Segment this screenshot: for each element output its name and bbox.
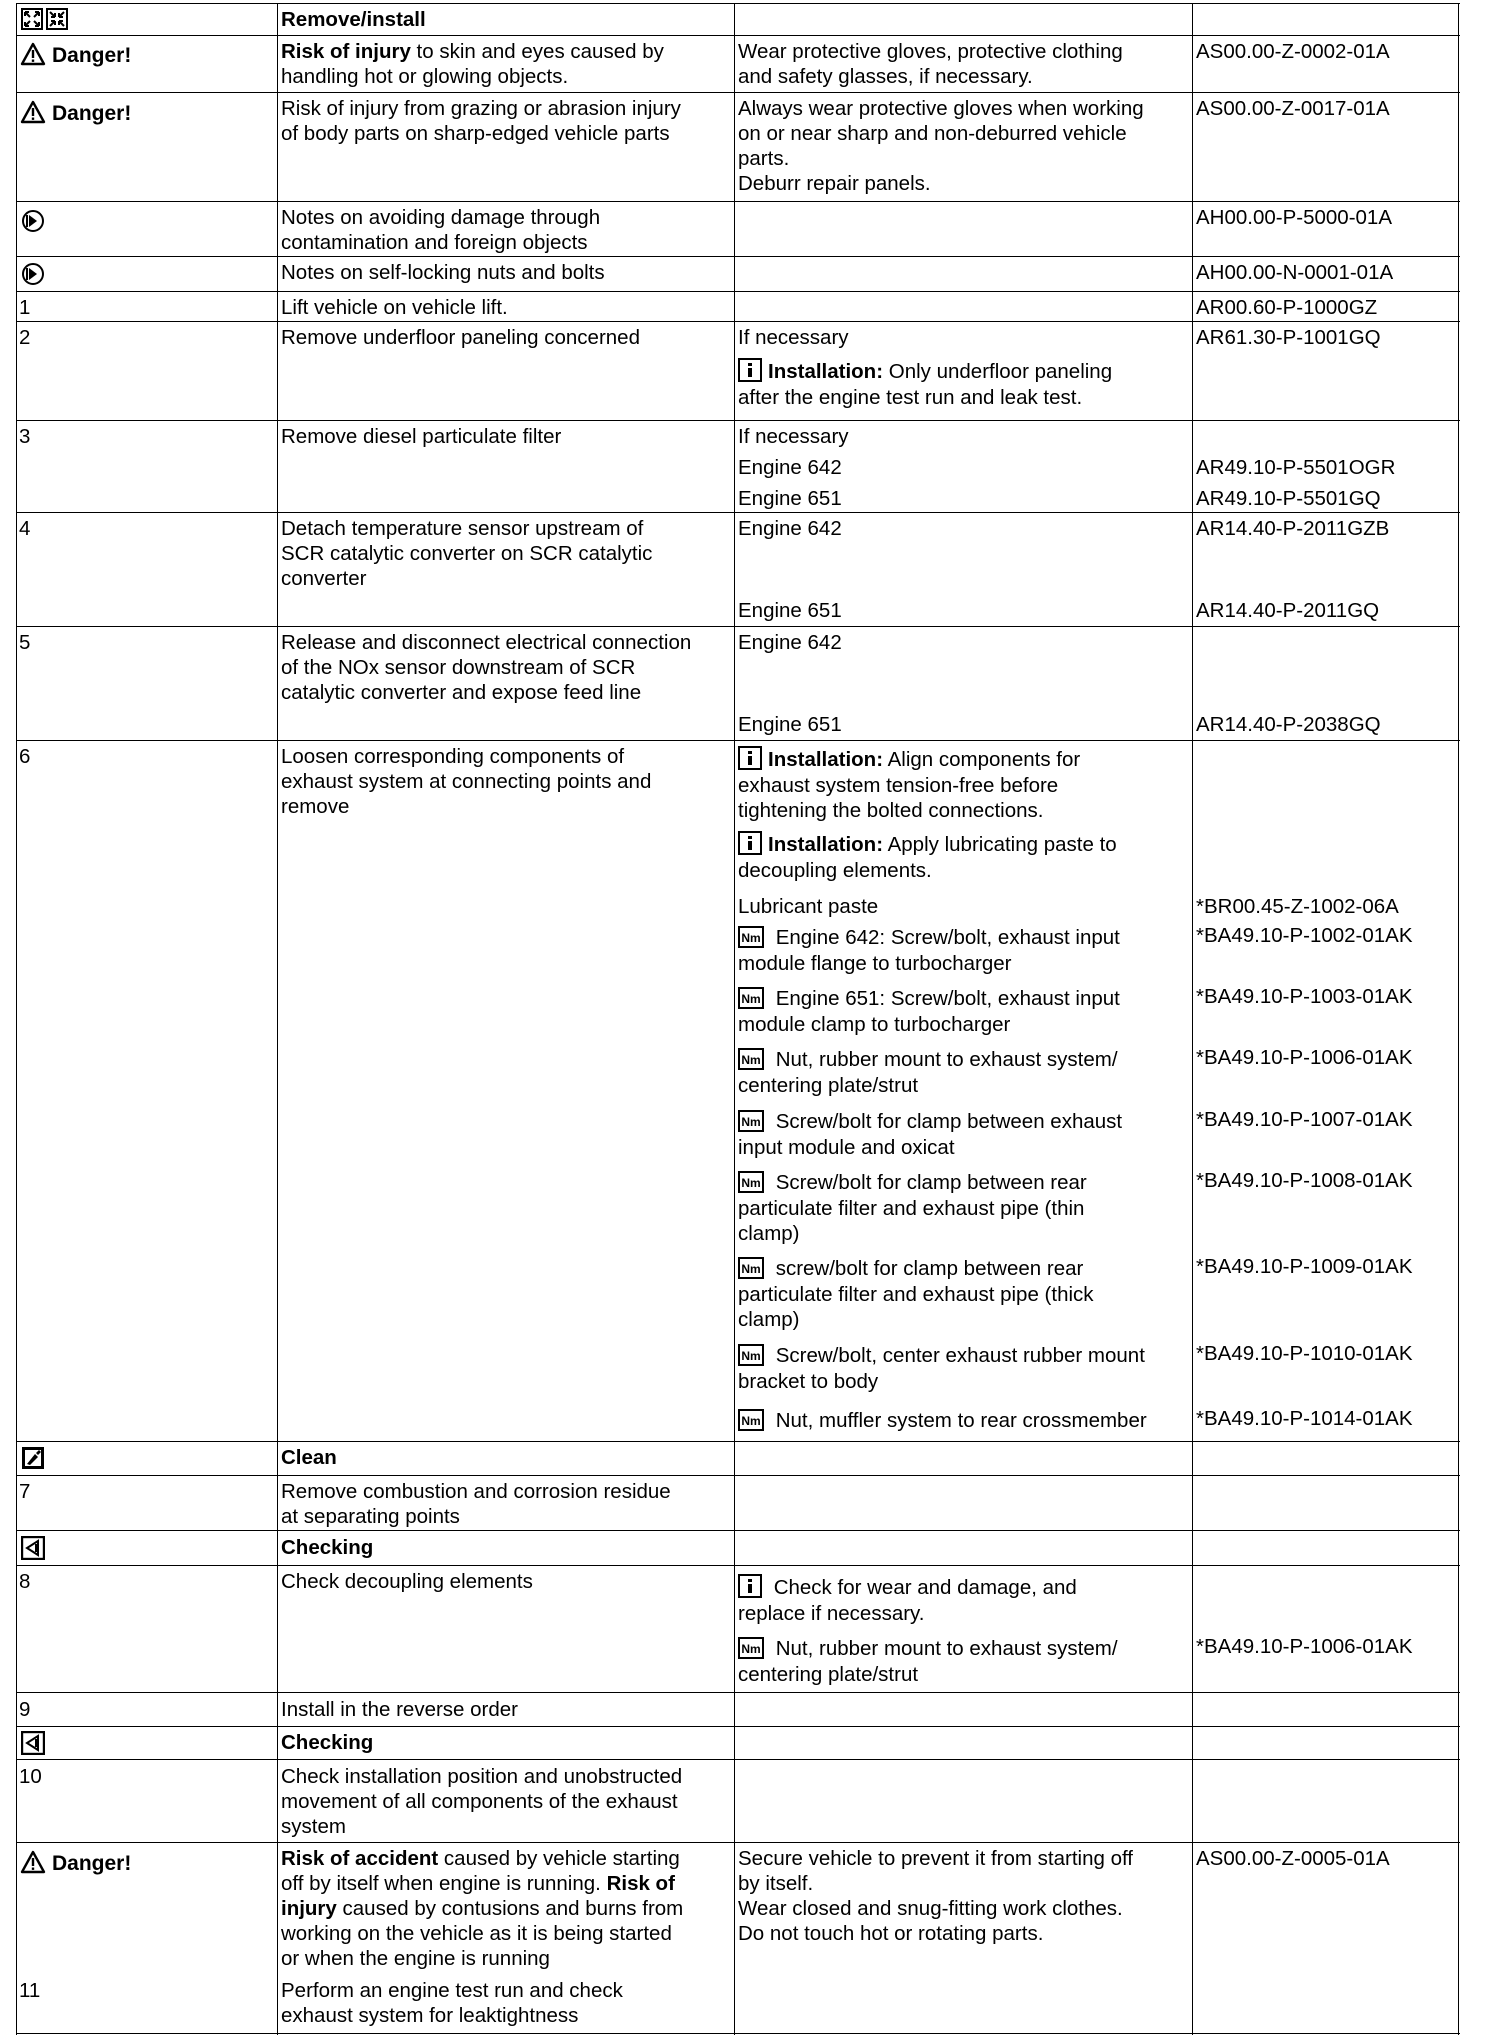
danger-measure: Do not touch hot or rotating parts. [738, 1922, 1044, 1945]
step-text: catalytic converter and expose feed line [281, 681, 642, 704]
torque-nm-icon [738, 1048, 764, 1070]
torque-spec: centering plate/strut [738, 1074, 919, 1097]
torque-nm-icon [738, 1110, 764, 1132]
torque-spec: Nm Screw/bolt for clamp between rear [738, 1170, 1087, 1196]
step-number: 5 [19, 631, 31, 654]
danger-label: Danger! [20, 99, 131, 129]
torque-spec: Nm Engine 651: Screw/bolt, exhaust input [738, 986, 1120, 1012]
column-divider [277, 3, 278, 2035]
row-divider [16, 740, 1460, 741]
row-divider [16, 1759, 1460, 1760]
torque-nm-icon [738, 926, 764, 948]
row-divider [16, 35, 1460, 36]
step-text: SCR catalytic converter on SCR catalytic [281, 542, 653, 565]
svg-text:Nm: Nm [741, 992, 761, 1006]
row-divider [16, 291, 1460, 292]
step-text: Check decoupling elements [281, 1570, 533, 1593]
row-divider [16, 512, 1460, 513]
reference-code: AH00.00-P-5000-01A [1196, 206, 1393, 229]
checking-icon [21, 1731, 45, 1755]
reference-code: *BA49.10-P-1010-01AK [1196, 1342, 1413, 1365]
step-number: 4 [19, 517, 31, 540]
danger-label: Danger! [20, 1849, 131, 1879]
warning-triangle-icon [20, 1850, 46, 1874]
danger-text: of body parts on sharp-edged vehicle parts [281, 122, 670, 145]
info-note: replace if necessary. [738, 1602, 925, 1625]
step-text: exhaust system for leaktightness [281, 2004, 579, 2027]
step-text: Remove diesel particulate filter [281, 425, 562, 448]
column-divider [1192, 3, 1193, 2035]
note-text: Notes on self-locking nuts and bolts [281, 261, 605, 284]
reference-code: *BA49.10-P-1014-01AK [1196, 1407, 1413, 1430]
step-text: Check installation position and unobstructed [281, 1765, 683, 1788]
step-condition: If necessary [738, 425, 849, 448]
step-text: at separating points [281, 1505, 460, 1528]
reference-code: *BA49.10-P-1006-01AK [1196, 1046, 1413, 1069]
row-divider [16, 201, 1460, 202]
reference-code: *BA49.10-P-1002-01AK [1196, 924, 1413, 947]
svg-text:Nm: Nm [741, 1053, 761, 1067]
torque-spec: module flange to turbocharger [738, 952, 1012, 975]
step-number: 8 [19, 1570, 31, 1593]
danger-text: handling hot or glowing objects. [281, 65, 569, 88]
torque-spec: Nm Nut, muffler system to rear crossmember [738, 1408, 1147, 1434]
danger-text: off by itself when engine is running. Risk of [281, 1872, 675, 1895]
reference-code: AR14.40-P-2011GQ [1196, 599, 1380, 622]
torque-spec: Nm Nut, rubber mount to exhaust system/ [738, 1636, 1118, 1662]
torque-spec: Nm Screw/bolt, center exhaust rubber mount [738, 1343, 1145, 1369]
danger-text: working on the vehicle as it is being started [281, 1922, 672, 1945]
step-text: Release and disconnect electrical connection [281, 631, 692, 654]
engine-variant: Engine 651 [738, 713, 842, 736]
note-arrow-icon [21, 209, 45, 233]
section-title: Remove/install [281, 8, 426, 31]
info-icon [738, 746, 762, 770]
danger-label: Danger! [20, 41, 131, 71]
step-text: Perform an engine test run and check [281, 1979, 623, 2002]
section-title: Checking [281, 1536, 374, 1559]
step-text: Remove combustion and corrosion residue [281, 1480, 671, 1503]
step-text: movement of all components of the exhaust [281, 1790, 678, 1813]
row-divider [16, 321, 1460, 322]
warning-triangle-icon [20, 42, 46, 66]
svg-text:Nm: Nm [741, 931, 761, 945]
reference-code: AR14.40-P-2011GZB [1196, 517, 1390, 540]
reference-code: AR61.30-P-1001GQ [1196, 326, 1381, 349]
column-divider [1458, 3, 1459, 2035]
step-number: 2 [19, 326, 31, 349]
row-divider [16, 3, 1460, 4]
clean-brush-icon [21, 1446, 45, 1470]
reference-code: AS00.00-Z-0002-01A [1196, 40, 1390, 63]
note-text: contamination and foreign objects [281, 231, 588, 254]
torque-nm-icon [738, 1257, 764, 1279]
step-text: Detach temperature sensor upstream of [281, 517, 644, 540]
step-number: 10 [19, 1765, 42, 1788]
torque-spec: clamp) [738, 1308, 800, 1331]
danger-measure: on or near sharp and non-deburred vehicle [738, 122, 1127, 145]
info-note: Check for wear and damage, and [738, 1574, 1077, 1601]
installation-note: after the engine test run and leak test. [738, 386, 1083, 409]
warning-triangle-icon [20, 100, 46, 124]
torque-spec: particulate filter and exhaust pipe (thin [738, 1197, 1085, 1220]
step-text: system [281, 1815, 346, 1838]
row-divider [16, 2033, 1460, 2034]
column-divider [16, 3, 17, 2035]
engine-variant: Engine 642 [738, 456, 842, 479]
svg-text:Nm: Nm [741, 1414, 761, 1428]
torque-nm-icon [738, 1409, 764, 1431]
step-text: remove [281, 795, 350, 818]
danger-measure: by itself. [738, 1872, 814, 1895]
reference-code: AH00.00-N-0001-01A [1196, 261, 1394, 284]
danger-text: Risk of injury to skin and eyes caused by [281, 40, 664, 63]
reference-code: AR49.10-P-5501GQ [1196, 487, 1381, 510]
reference-code: AR00.60-P-1000GZ [1196, 296, 1378, 319]
reference-code: AR14.40-P-2038GQ [1196, 713, 1381, 736]
reference-code: *BA49.10-P-1003-01AK [1196, 985, 1413, 1008]
torque-spec: clamp) [738, 1222, 800, 1245]
step-text: exhaust system at connecting points and [281, 770, 652, 793]
step-text: Lift vehicle on vehicle lift. [281, 296, 508, 319]
row-divider [16, 256, 1460, 257]
step-text: Remove underfloor paneling concerned [281, 326, 640, 349]
section-title: Clean [281, 1446, 337, 1469]
danger-measure: parts. [738, 147, 790, 170]
engine-variant: Engine 651 [738, 487, 842, 510]
engine-variant: Engine 642 [738, 631, 842, 654]
danger-text: Risk of accident caused by vehicle starting [281, 1847, 680, 1870]
step-number: 7 [19, 1480, 31, 1503]
step-text: converter [281, 567, 367, 590]
danger-text: Risk of injury from grazing or abrasion injury [281, 97, 681, 120]
danger-measure: Secure vehicle to prevent it from starting off [738, 1847, 1134, 1870]
installation-note: Installation: Align components for [738, 746, 1080, 773]
installation-note: tightening the bolted connections. [738, 799, 1044, 822]
torque-nm-icon [738, 987, 764, 1009]
engine-variant: Engine 651 [738, 599, 842, 622]
column-divider [734, 3, 735, 2035]
row-divider [16, 1726, 1460, 1727]
info-icon [738, 831, 762, 855]
torque-spec: input module and oxicat [738, 1136, 955, 1159]
torque-nm-icon [738, 1344, 764, 1366]
danger-text: or when the engine is running [281, 1947, 550, 1970]
installation-note: Installation: Apply lubricating paste to [738, 831, 1117, 858]
danger-measure: and safety glasses, if necessary. [738, 65, 1033, 88]
reference-code: *BR00.45-Z-1002-06A [1196, 895, 1399, 918]
reference-code: AR49.10-P-5501OGR [1196, 456, 1396, 479]
section-title: Checking [281, 1731, 374, 1754]
row-divider [16, 1842, 1460, 1843]
reference-code: *BA49.10-P-1007-01AK [1196, 1108, 1413, 1131]
torque-spec: Nm Nut, rubber mount to exhaust system/ [738, 1047, 1118, 1073]
torque-spec: Nm Engine 642: Screw/bolt, exhaust input [738, 925, 1120, 951]
info-icon [738, 1574, 762, 1598]
step-number: 6 [19, 745, 31, 768]
installation-note: Installation: Only underfloor paneling [738, 358, 1112, 385]
row-divider [16, 420, 1460, 421]
installation-note: exhaust system tension-free before [738, 774, 1059, 797]
row-divider [16, 1565, 1460, 1566]
svg-text:Nm: Nm [741, 1176, 761, 1190]
step-text: Install in the reverse order [281, 1698, 519, 1721]
note-arrow-icon [21, 262, 45, 286]
row-divider [16, 1441, 1460, 1442]
step-text: Loosen corresponding components of [281, 745, 625, 768]
installation-note: decoupling elements. [738, 859, 932, 882]
step-number: 11 [19, 1979, 41, 2002]
engine-variant: Engine 642 [738, 517, 842, 540]
svg-text:Nm: Nm [741, 1349, 761, 1363]
danger-measure: Wear closed and snug-fitting work clothes. [738, 1897, 1123, 1920]
torque-spec: Nm screw/bolt for clamp between rear [738, 1256, 1083, 1282]
note-text: Notes on avoiding damage through [281, 206, 601, 229]
reference-code: AS00.00-Z-0005-01A [1196, 1847, 1390, 1870]
lubricant-label: Lubricant paste [738, 895, 879, 918]
step-number: 3 [19, 425, 31, 448]
torque-spec: centering plate/strut [738, 1663, 919, 1686]
row-divider [16, 1475, 1460, 1476]
info-icon [738, 358, 762, 382]
torque-spec: particulate filter and exhaust pipe (thick [738, 1283, 1094, 1306]
reference-code: AS00.00-Z-0017-01A [1196, 97, 1390, 120]
torque-nm-icon [738, 1171, 764, 1193]
step-number: 9 [19, 1698, 31, 1721]
torque-spec: Nm Screw/bolt for clamp between exhaust [738, 1109, 1122, 1135]
danger-measure: Deburr repair panels. [738, 172, 931, 195]
svg-text:Nm: Nm [741, 1642, 761, 1656]
torque-spec: module clamp to turbocharger [738, 1013, 1011, 1036]
reference-code: *BA49.10-P-1006-01AK [1196, 1635, 1413, 1658]
procedure-table [16, 3, 1460, 2035]
row-divider [16, 626, 1460, 627]
step-text: of the NOx sensor downstream of SCR [281, 656, 636, 679]
danger-measure: Always wear protective gloves when working [738, 97, 1144, 120]
reference-code: *BA49.10-P-1009-01AK [1196, 1255, 1413, 1278]
step-condition: If necessary [738, 326, 849, 349]
svg-text:Nm: Nm [741, 1115, 761, 1129]
row-divider [16, 1692, 1460, 1693]
checking-icon [21, 1536, 45, 1560]
svg-text:Nm: Nm [741, 1262, 761, 1276]
danger-text: injury caused by contusions and burns from [281, 1897, 684, 1920]
remove-install-icon [21, 8, 69, 30]
torque-nm-icon [738, 1637, 764, 1659]
danger-measure: Wear protective gloves, protective clothing [738, 40, 1123, 63]
torque-spec: bracket to body [738, 1370, 879, 1393]
reference-code: *BA49.10-P-1008-01AK [1196, 1169, 1413, 1192]
row-divider [16, 1530, 1460, 1531]
step-number: 1 [19, 296, 31, 319]
row-divider [16, 92, 1460, 93]
